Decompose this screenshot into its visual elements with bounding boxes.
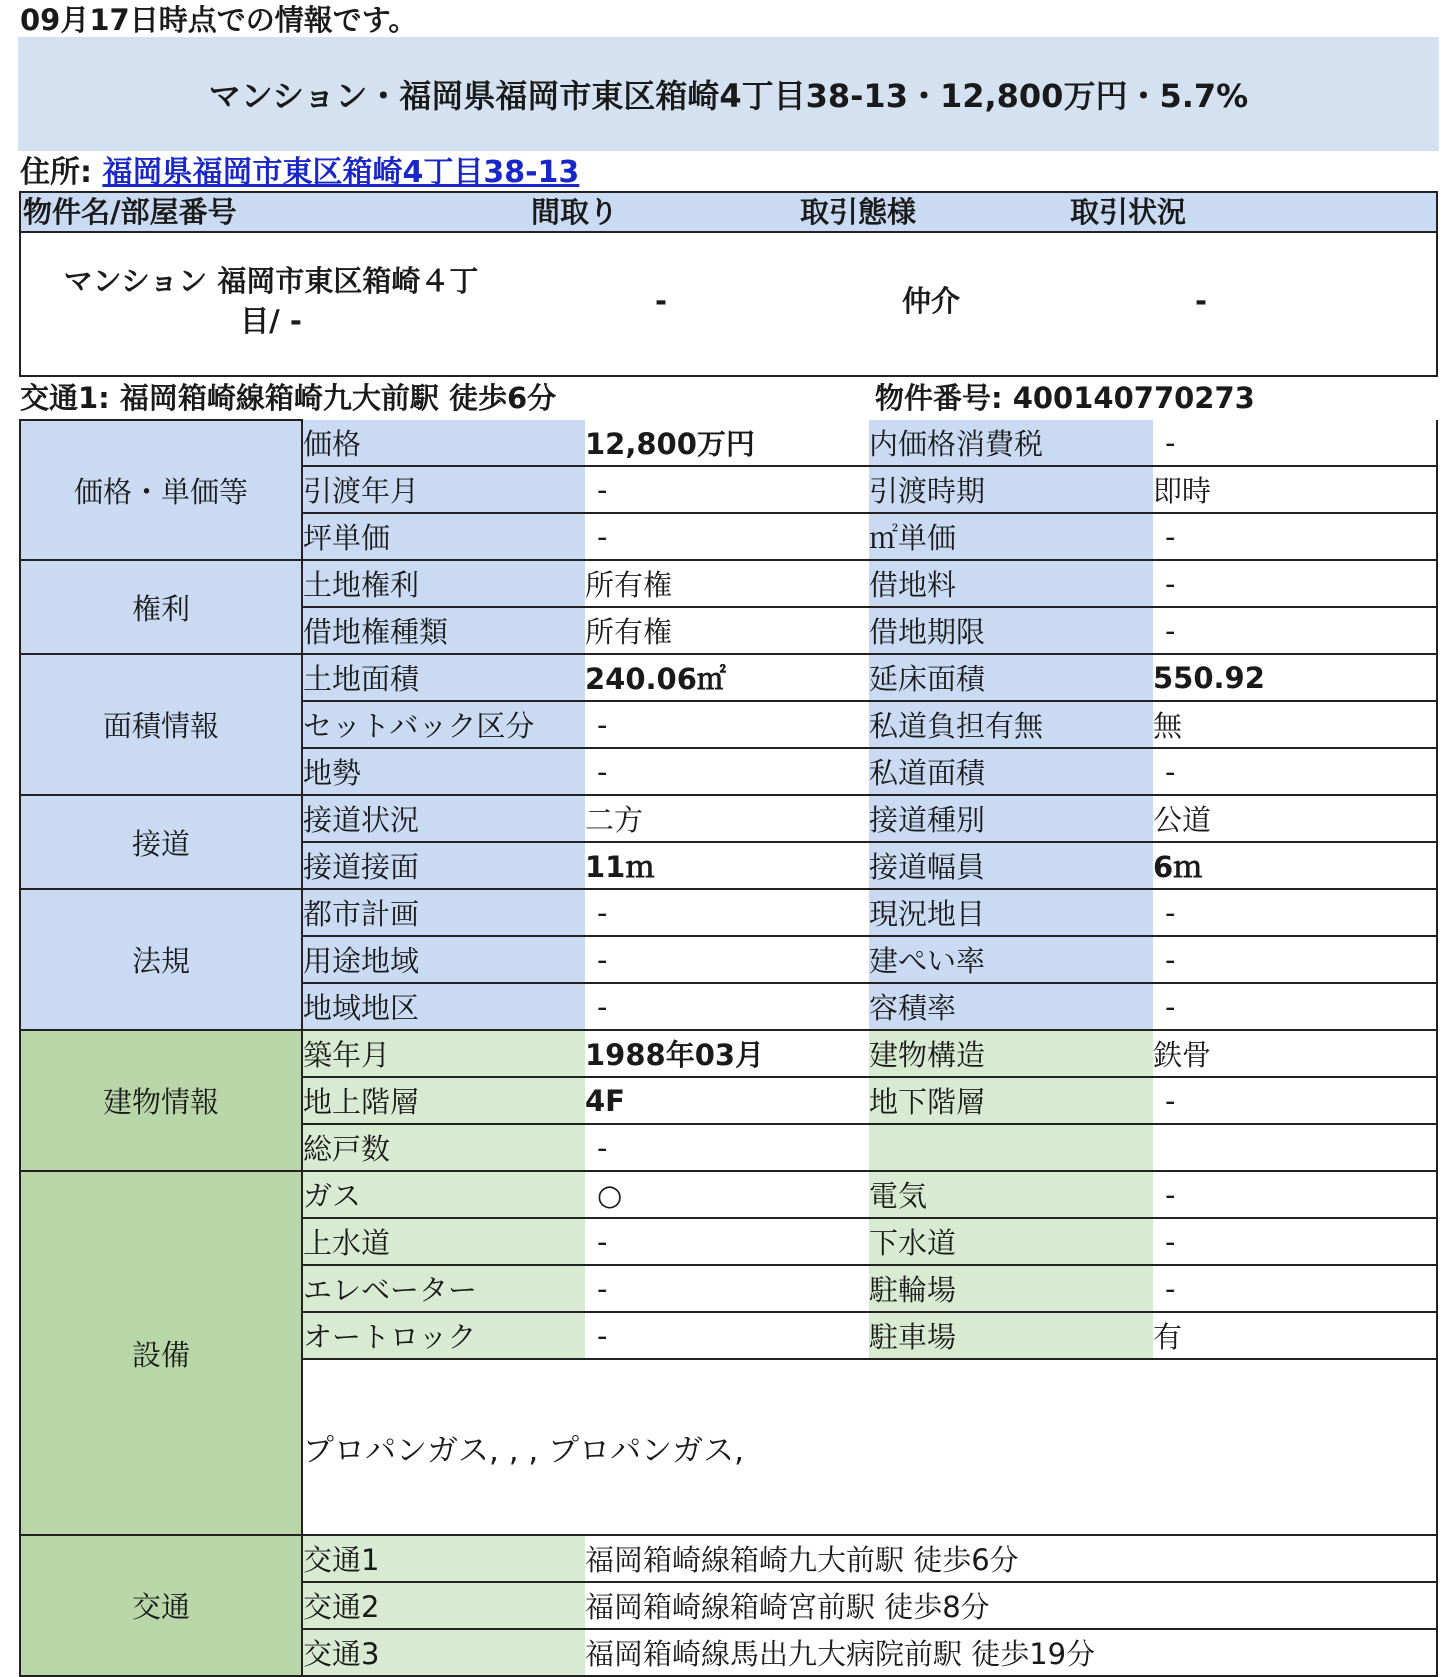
row-value: 二方 xyxy=(585,795,869,842)
section-area-title: 面積情報 xyxy=(20,654,302,795)
row-value: 所有権 xyxy=(585,607,869,654)
row-value: - xyxy=(585,1312,869,1359)
row-value: - xyxy=(1153,1077,1437,1124)
row-label: セットバック区分 xyxy=(302,701,585,748)
row-label: 駐車場 xyxy=(869,1312,1153,1359)
row-label: 価格 xyxy=(302,420,585,466)
property-name-line2: 目/ - xyxy=(240,304,302,338)
row-label: 交通1 xyxy=(302,1535,585,1582)
row-value: 公道 xyxy=(1153,795,1437,842)
section-equipment-title: 設備 xyxy=(20,1171,302,1535)
row-label: 用途地域 xyxy=(302,936,585,983)
table-row xyxy=(20,560,1437,607)
row-label: 私道面積 xyxy=(869,748,1153,795)
row-value: - xyxy=(1153,1171,1437,1218)
row-value: ○ xyxy=(585,1171,869,1218)
address-line xyxy=(20,153,579,193)
row-value: 福岡箱崎線箱崎宮前駅 徒歩8分 xyxy=(585,1582,1437,1629)
row-value: - xyxy=(585,466,869,513)
row-label: ㎡単価 xyxy=(869,513,1153,560)
row-value: - xyxy=(585,1124,869,1171)
table-row xyxy=(20,795,1437,842)
spec-table xyxy=(19,419,1438,1677)
row-label: 坪単価 xyxy=(302,513,585,560)
row-value: 4F xyxy=(585,1077,869,1124)
address-link[interactable]: 福岡県福岡市東区箱崎4丁目38-13 xyxy=(102,155,580,190)
table-row xyxy=(20,420,1437,466)
section-law-title: 法規 xyxy=(20,889,302,1030)
row-value: - xyxy=(1153,748,1437,795)
row-label: 地勢 xyxy=(302,748,585,795)
section-road-title: 接道 xyxy=(20,795,302,889)
transit-summary xyxy=(20,378,556,418)
property-header-row xyxy=(19,191,1438,233)
row-value: - xyxy=(585,1218,869,1265)
row-label: 築年月 xyxy=(302,1030,585,1077)
row-value: - xyxy=(1153,607,1437,654)
row-label: ガス xyxy=(302,1171,585,1218)
row-value: - xyxy=(1153,936,1437,983)
row-label: 建ぺい率 xyxy=(869,936,1153,983)
header-deal-type: 取引態様 xyxy=(800,195,917,229)
row-label: 駐輪場 xyxy=(869,1265,1153,1312)
row-label: 地下階層 xyxy=(869,1077,1153,1124)
row-value: - xyxy=(1153,513,1437,560)
row-label: 私道負担有無 xyxy=(869,701,1153,748)
row-label: 総戸数 xyxy=(302,1124,585,1171)
row-value: 240.06㎡ xyxy=(585,654,869,701)
row-value: - xyxy=(1153,1265,1437,1312)
row-value: 1988年03月 xyxy=(585,1030,869,1077)
row-label: エレベーター xyxy=(302,1265,585,1312)
row-value xyxy=(1153,1124,1437,1171)
row-value: 12,800万円 xyxy=(585,420,869,466)
row-value: - xyxy=(1153,1218,1437,1265)
table-row xyxy=(20,1535,1437,1582)
row-label: 交通2 xyxy=(302,1582,585,1629)
row-value: - xyxy=(585,936,869,983)
row-label: 借地料 xyxy=(869,560,1153,607)
row-label: 接道幅員 xyxy=(869,842,1153,889)
row-label: 借地権種類 xyxy=(302,607,585,654)
property-summary-row xyxy=(19,231,1438,377)
section-building-title: 建物情報 xyxy=(20,1030,302,1171)
section-transport-title: 交通 xyxy=(20,1535,302,1676)
row-label: 交通3 xyxy=(302,1629,585,1676)
row-label: 電気 xyxy=(869,1171,1153,1218)
table-row xyxy=(20,889,1437,936)
summary-text: マンション・福岡県福岡市東区箱崎4丁目38-13・12,800万円・5.7% xyxy=(208,77,1249,115)
date-notice: 09月17日時点での情報です。 xyxy=(20,3,418,37)
row-value: - xyxy=(585,1265,869,1312)
row-label: 借地期限 xyxy=(869,607,1153,654)
row-value: - xyxy=(585,513,869,560)
row-value: 所有権 xyxy=(585,560,869,607)
row-label: 土地面積 xyxy=(302,654,585,701)
row-label: 引渡年月 xyxy=(302,466,585,513)
property-status: - xyxy=(1194,284,1208,318)
row-label: オートロック xyxy=(302,1312,585,1359)
row-value: - xyxy=(585,701,869,748)
row-value: - xyxy=(1153,420,1437,466)
row-label: 下水道 xyxy=(869,1218,1153,1265)
row-label: 容積率 xyxy=(869,983,1153,1030)
row-label: 延床面積 xyxy=(869,654,1153,701)
row-label: 地上階層 xyxy=(302,1077,585,1124)
row-label: 引渡時期 xyxy=(869,466,1153,513)
property-number xyxy=(875,378,1255,418)
row-label: 都市計画 xyxy=(302,889,585,936)
row-label: 接道種別 xyxy=(869,795,1153,842)
section-price-title: 価格・単価等 xyxy=(20,420,302,560)
row-value: 有 xyxy=(1153,1312,1437,1359)
header-layout: 間取り xyxy=(531,195,619,229)
property-number-value: 400140770273 xyxy=(1012,381,1255,415)
property-name-line1: マンション 福岡市東区箱崎４丁 xyxy=(63,264,479,298)
row-value: - xyxy=(585,889,869,936)
equipment-note: プロパンガス, , , プロパンガス, xyxy=(302,1359,1437,1535)
property-layout: - xyxy=(654,284,668,318)
row-label: 接道接面 xyxy=(302,842,585,889)
transit-summary-value: 福岡箱崎線箱崎九大前駅 徒歩6分 xyxy=(119,381,557,415)
row-value: - xyxy=(585,748,869,795)
row-label: 地域地区 xyxy=(302,983,585,1030)
row-label: 建物構造 xyxy=(869,1030,1153,1077)
row-label: 上水道 xyxy=(302,1218,585,1265)
row-value: 無 xyxy=(1153,701,1437,748)
row-value: - xyxy=(1153,983,1437,1030)
row-value: 鉄骨 xyxy=(1153,1030,1437,1077)
table-row xyxy=(20,1171,1437,1218)
row-label xyxy=(869,1124,1153,1171)
row-label: 接道状況 xyxy=(302,795,585,842)
section-rights-title: 権利 xyxy=(20,560,302,654)
header-status: 取引状況 xyxy=(1070,195,1187,229)
row-value: 11ｍ xyxy=(585,842,869,889)
header-name: 物件名/部屋番号 xyxy=(23,195,237,229)
row-value: 福岡箱崎線馬出九大病院前駅 徒歩19分 xyxy=(585,1629,1437,1676)
property-deal-type: 仲介 xyxy=(901,284,960,318)
address-label: 住所: xyxy=(20,155,103,190)
table-row xyxy=(20,654,1437,701)
row-value: 6ｍ xyxy=(1153,842,1437,889)
table-row xyxy=(20,1030,1437,1077)
row-label: 現況地目 xyxy=(869,889,1153,936)
property-name xyxy=(21,261,521,341)
row-value: - xyxy=(1153,560,1437,607)
property-number-label: 物件番号: xyxy=(875,381,1013,415)
row-value: 550.92 xyxy=(1153,654,1437,701)
transit-summary-label: 交通1: xyxy=(20,381,120,415)
row-label: 内価格消費税 xyxy=(869,420,1153,466)
row-value: 即時 xyxy=(1153,466,1437,513)
row-label: 土地権利 xyxy=(302,560,585,607)
row-value: - xyxy=(585,983,869,1030)
row-value: 福岡箱崎線箱崎九大前駅 徒歩6分 xyxy=(585,1535,1437,1582)
summary-banner xyxy=(18,37,1439,151)
row-value: - xyxy=(1153,889,1437,936)
